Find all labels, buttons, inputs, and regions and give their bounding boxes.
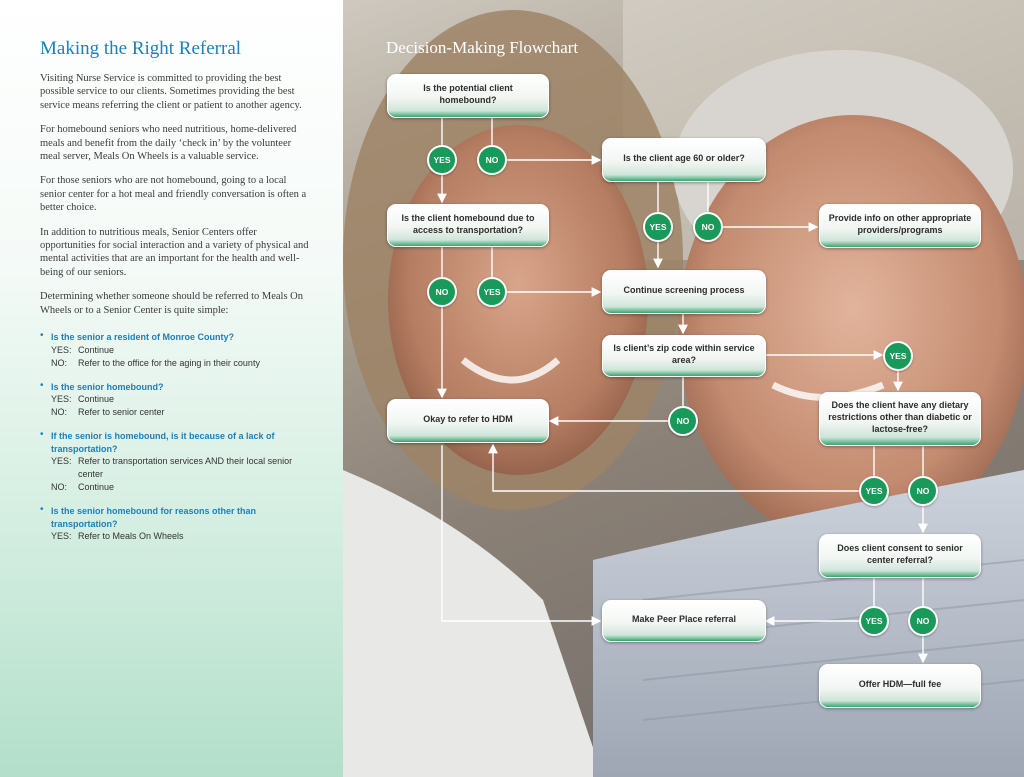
no-badge: NO <box>668 406 698 436</box>
answer-value: Refer to the office for the aging in their county <box>78 357 260 368</box>
node-other-providers: Provide info on other appropriate providers/programs <box>819 204 981 248</box>
answer-key: NO: <box>51 357 68 368</box>
answer-value: Continue <box>78 344 115 355</box>
node-refer-hdm: Okay to refer to HDM <box>387 399 549 443</box>
node-continue-screening: Continue screening process <box>602 270 766 314</box>
question-text: Is the senior homebound? <box>51 381 164 392</box>
node-full-fee: Offer HDM—full fee <box>819 664 981 708</box>
flowchart-title: Decision-Making Flowchart <box>386 38 579 57</box>
no-badge: NO <box>908 606 938 636</box>
intro-paragraph: For those seniors who are not homebound, going to a local senior center for a hot meal and friendly conversation is often a better choice. <box>40 175 307 214</box>
node-age-60: Is the client age 60 or older? <box>602 138 766 182</box>
no-badge: NO <box>477 145 507 175</box>
answer-key: NO: <box>51 407 68 418</box>
intro-paragraph: For homebound seniors who need nutritious, home-delivered meals and benefit from the daily ‘check in’ by the volunteer meal server, Meals On Wheels is a valuable service. <box>40 124 297 163</box>
yes-badge: YES <box>859 606 889 636</box>
answer-value: Refer to transportation services AND their local senior center <box>78 456 293 480</box>
panel-heading: Making the Right Referral <box>40 38 242 59</box>
answer-key: YES: <box>51 394 72 405</box>
yes-badge: YES <box>427 145 457 175</box>
node-zip-code: Is client’s zip code within service area? <box>602 335 766 377</box>
answer-value: Continue <box>78 482 115 493</box>
answer-key: YES: <box>51 531 72 542</box>
node-dietary-restrictions: Does the client have any dietary restrictions other than diabetic or lactose-free? <box>819 392 981 446</box>
connector-arrow <box>493 445 859 491</box>
node-homebound: Is the potential client homebound? <box>387 74 549 118</box>
bullet-icon: • <box>40 330 44 342</box>
answer-key: YES: <box>51 456 72 467</box>
answer-key: YES: <box>51 344 72 355</box>
no-badge: NO <box>693 212 723 242</box>
yes-badge: YES <box>643 212 673 242</box>
yes-badge: YES <box>883 341 913 371</box>
answer-value: Continue <box>78 394 115 405</box>
no-badge: NO <box>427 277 457 307</box>
intro-paragraph: Determining whether someone should be referred to Meals On Wheels or to a Senior Center is quite simple: <box>40 291 304 316</box>
no-badge: NO <box>908 476 938 506</box>
yes-badge: YES <box>859 476 889 506</box>
node-peer-place: Make Peer Place referral <box>602 600 766 642</box>
question-text: Is the senior homebound for reasons other than transportation? <box>51 506 257 529</box>
intro-paragraph: In addition to nutritious meals, Senior Centers offer opportunities for social interaction and a variety of physical and mental activities that are an important for the health and well-being of our seniors. <box>40 226 309 278</box>
intro-paragraph: Visiting Nurse Service is committed to providing the best possible service to our clients. Sometimes providing the best service means referring the client or patient to another agency. <box>40 73 302 111</box>
question-text: Is the senior a resident of Monroe County? <box>51 332 235 343</box>
answer-value: Refer to senior center <box>78 407 165 418</box>
answer-key: NO: <box>51 482 68 493</box>
node-transportation: Is the client homebound due to access to transportation? <box>387 204 549 247</box>
question-text: If the senior is homebound, is it because of a lack of transportation? <box>51 431 275 454</box>
node-consent: Does client consent to senior center referral? <box>819 534 981 578</box>
bullet-icon: • <box>40 429 44 441</box>
yes-badge: YES <box>477 277 507 307</box>
bullet-icon: • <box>40 504 44 516</box>
connector-arrow <box>442 445 600 621</box>
answer-value: Refer to Meals On Wheels <box>78 531 184 542</box>
bullet-icon: • <box>40 379 44 391</box>
